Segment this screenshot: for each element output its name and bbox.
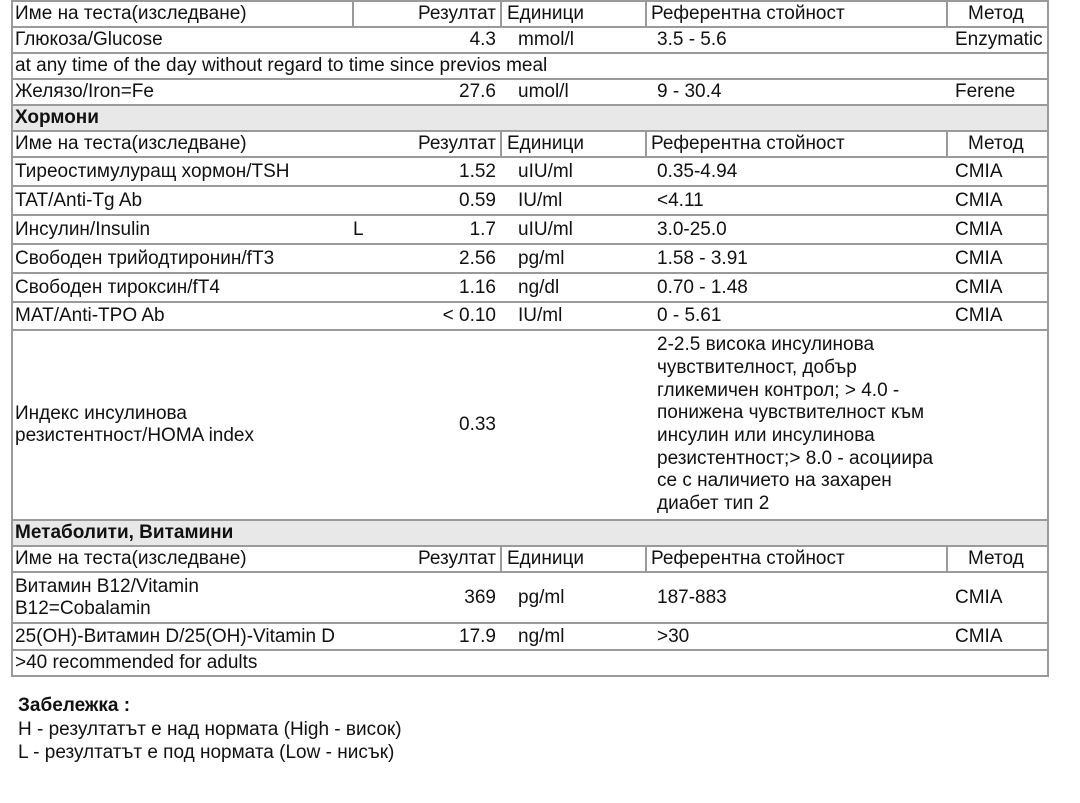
test-units: uIU/ml <box>518 160 573 182</box>
table-row <box>11 80 1049 106</box>
test-result: 369 <box>464 586 496 608</box>
table-header <box>11 547 1049 573</box>
table-row <box>11 624 1049 651</box>
legend-notes <box>18 694 402 764</box>
test-result: 1.16 <box>459 276 496 298</box>
test-units: uIU/ml <box>518 218 573 240</box>
col-units: Единици <box>507 3 584 24</box>
test-units: ng/dl <box>518 276 560 298</box>
test-method: CMIA <box>955 305 1003 326</box>
table-row <box>11 274 1049 303</box>
test-name: Тиреостимулуращ хормон/TSH <box>15 160 290 182</box>
test-method: CMIA <box>955 189 1003 211</box>
test-units: IU/ml <box>518 305 563 326</box>
col-method: Метод <box>968 133 1024 154</box>
result-flag: L <box>353 218 364 240</box>
test-method: CMIA <box>955 586 1003 608</box>
table-note-row <box>11 54 1049 80</box>
table-header <box>11 132 1049 158</box>
col-result: Резултат <box>418 548 496 569</box>
test-reference: 2-2.5 висока инсулинова чувствителност, добър гликемичен контрол; > 4.0 - понижена чувствителност към инсулин или инсулинова резистентност;> 8.0 - асоциира се с наличието на захарен диабет тип 2 <box>657 334 934 515</box>
test-reference: 9 - 30.4 <box>657 81 722 102</box>
table-row <box>11 303 1049 331</box>
test-name: Свободен тироксин/fT4 <box>15 276 220 298</box>
test-result: 1.52 <box>459 160 496 182</box>
test-units: IU/ml <box>518 189 563 211</box>
notes-low: L - резултатът е под нормата (Low - нисък) <box>18 742 395 763</box>
test-name: MAT/Anti-TPO Ab <box>15 305 165 326</box>
col-name: Име на теста(изследване) <box>15 548 247 569</box>
notes-title: Забележка : <box>18 695 131 716</box>
test-reference: <4.11 <box>657 189 704 211</box>
test-method: CMIA <box>955 218 1003 240</box>
test-name: Желязо/Iron=Fe <box>15 81 154 102</box>
test-units: pg/ml <box>518 247 565 269</box>
table-row <box>11 245 1049 274</box>
test-name: Инсулин/Insulin <box>15 218 151 240</box>
test-reference: 0.35-4.94 <box>657 160 738 182</box>
col-reference: Референтна стойност <box>651 548 845 569</box>
table-row <box>11 28 1049 54</box>
col-result: Резултат <box>418 133 496 154</box>
row-note: >40 recommended for adults <box>15 652 258 673</box>
test-result: 0.59 <box>459 189 496 211</box>
test-method: Enzymatic <box>955 29 1043 50</box>
col-units: Единици <box>507 133 584 154</box>
test-result: 2.56 <box>459 247 496 269</box>
table-header <box>11 0 1049 28</box>
test-units: ng/ml <box>518 625 565 647</box>
test-name: Индекс инсулинова резистентност/HOMA index <box>15 403 254 446</box>
col-result: Резултат <box>418 3 496 24</box>
notes-high: H - резултатът е над нормата (High - висок) <box>18 719 402 740</box>
test-method: CMIA <box>955 625 1003 647</box>
test-reference: 3.5 - 5.6 <box>657 29 727 50</box>
table-row <box>11 573 1049 624</box>
col-name: Име на теста(изследване) <box>15 3 247 24</box>
test-reference: 3.0-25.0 <box>657 218 727 240</box>
test-name: Глюкоза/Glucose <box>15 29 163 50</box>
section-title-metabolites: Метаболити, Витамини <box>11 521 1049 547</box>
test-result: 4.3 <box>469 29 496 50</box>
test-method: CMIA <box>955 247 1003 269</box>
col-reference: Референтна стойност <box>651 133 845 154</box>
test-reference: 187-883 <box>657 586 727 608</box>
section-title-hormones: Хормони <box>11 106 1049 132</box>
table-row <box>11 216 1049 245</box>
test-name: 25(OH)-Витамин D/25(OH)-Vitamin D <box>15 625 336 647</box>
table-row <box>11 187 1049 216</box>
col-reference: Референтна стойност <box>651 3 845 24</box>
test-result: 27.6 <box>459 81 496 102</box>
table-row-homa <box>11 331 1049 521</box>
test-units: mmol/l <box>518 29 574 50</box>
col-method: Метод <box>968 548 1024 569</box>
test-method: Ferene <box>955 81 1016 102</box>
test-result: 0.33 <box>459 414 496 435</box>
test-method: CMIA <box>955 276 1003 298</box>
test-name: Витамин B12/Vitamin B12=Cobalamin <box>15 575 199 619</box>
table-row <box>11 158 1049 187</box>
col-method: Метод <box>968 3 1024 24</box>
test-name: TAT/Anti-Tg Ab <box>15 189 143 211</box>
test-units: umol/l <box>518 81 569 102</box>
table-note-row <box>11 651 1049 677</box>
test-result: 1.7 <box>469 218 496 240</box>
test-reference: 0 - 5.61 <box>657 305 722 326</box>
test-units: pg/ml <box>518 586 565 608</box>
test-reference: 0.70 - 1.48 <box>657 276 748 298</box>
test-reference: 1.58 - 3.91 <box>657 247 748 269</box>
lab-results-sheet <box>11 0 1049 677</box>
col-units: Единици <box>507 548 584 569</box>
test-result: 17.9 <box>459 625 496 647</box>
row-note: at any time of the day without regard to time since previos meal <box>15 55 548 76</box>
test-reference: >30 <box>657 625 690 647</box>
test-result: < 0.10 <box>442 305 496 326</box>
test-name: Свободен трийодтиронин/fT3 <box>15 247 275 269</box>
test-method: CMIA <box>955 160 1003 182</box>
col-name: Име на теста(изследване) <box>15 133 247 154</box>
